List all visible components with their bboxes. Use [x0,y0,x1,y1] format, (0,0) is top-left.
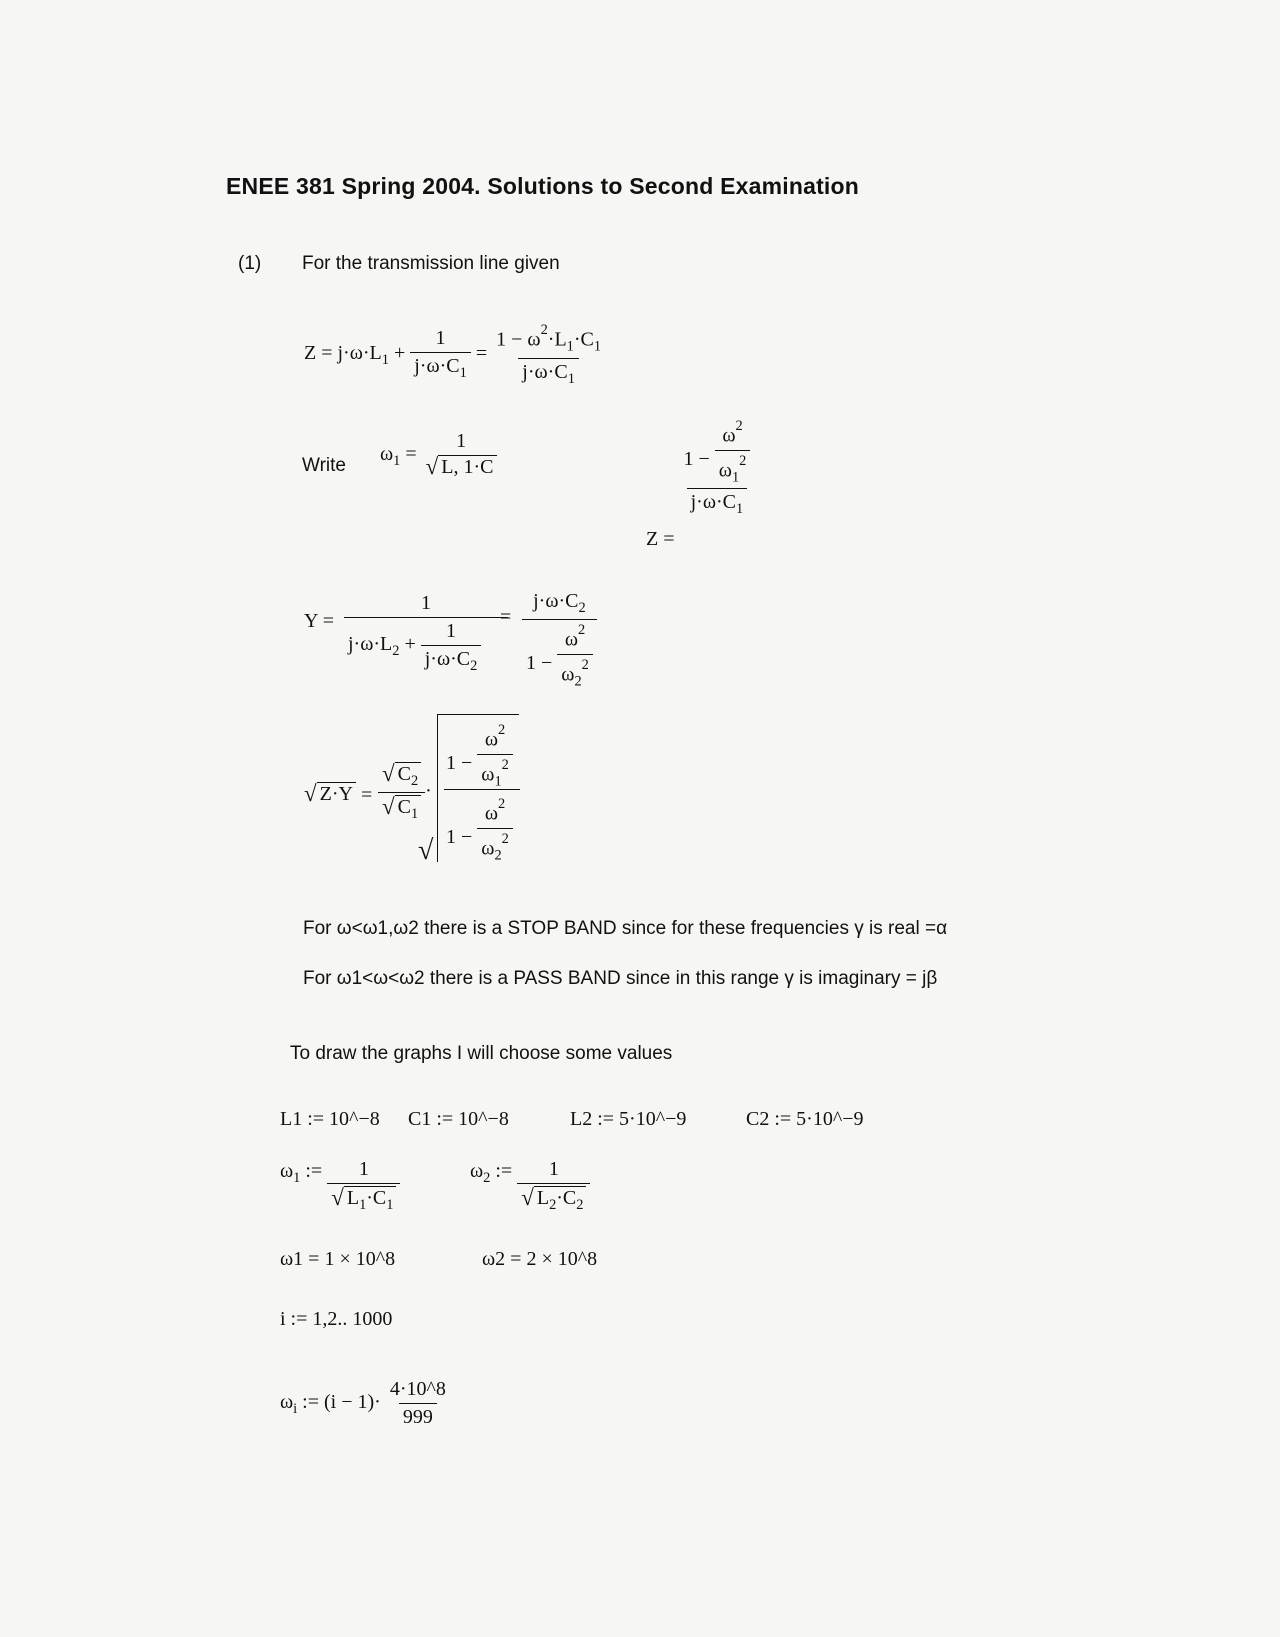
big-sqrt-bar [437,714,438,862]
index-range: i := 1,2.. 1000 [280,1308,393,1330]
y-equals: = [500,606,512,628]
omega2-assign: $\omega_2$ := 1 √ $L_2\cdot C_2$ [470,1158,590,1214]
page-title: ENEE 381 Spring 2004. Solutions to Second Examination [226,173,860,199]
z-term-denominator: $j\cdot\omega\cdot C_1$ [410,352,471,382]
z-omega1-equation: Z = 1 − $\frac{\omega^2}{\omega_1^2}$ $j\cdot\omega\cdot C_1$ [646,418,754,518]
sqrt-zy-lhs: √ Z·Y = [304,781,373,806]
omega-i-assign: $\omega_i$ := (i − 1)· $\frac{4\cdot 10\^{}8}{999}$ [280,1378,446,1428]
sqrt-c-ratio: √ $C_2$ √ $C_1$ · [378,762,432,823]
z-term-fraction [410,327,471,382]
z-lhs: $Z = j\cdot\omega\cdot L_1$ + [304,342,406,369]
big-sqrt-sign: √ [418,835,434,866]
z-combined-fraction [492,322,605,388]
z-combined-denominator: $j\cdot\omega\cdot C_1$ [518,358,579,388]
stop-band-text: For ω<ω1,ω2 there is a STOP BAND since for these frequencies γ is real =α [303,918,948,939]
value-C1: C1 := 10^−8 [408,1108,509,1130]
problem-intro: For the transmission line given [302,253,560,274]
z-term-numerator: 1 [435,327,446,350]
omega1-assign: $\omega_1$ := 1 √ $L_1\cdot C_1$ [280,1158,400,1214]
graphs-intro: To draw the graphs I will choose some values [290,1043,673,1064]
y-result-fraction: $j\cdot\omega\cdot C_2$ 1 − $\frac{\omega^2}{\omega_2^2}$ [522,590,597,690]
z-equation: $Z = j\cdot\omega\cdot L_1$ + $\frac{1}{j\cdot\omega\cdot C_1}$ = $\frac{1 - \omega^2\cdot L_1\cdot C_1}{j\cdot\omega\cdot C_1}$ [304,322,605,388]
write-label: Write [302,455,346,476]
y-equation: Y = [304,610,334,632]
z-omega1-fraction: 1 − $\frac{\omega^2}{\omega_1^2}$ $j\cdot\omega\cdot C_1$ [680,418,755,518]
value-C2: C2 := 5·10^−9 [746,1108,864,1130]
sqrt-inner-divider [444,789,520,790]
y-fraction: 1 $j\cdot\omega\cdot L_2$ + $\frac{1}{j\cdot\omega\cdot C_2}$ [344,592,508,675]
omega1-result: ω1 = 1 × 10^8 [280,1248,396,1270]
sqrt-inner-numerator: 1 − $\frac{\omega^2}{\omega_1^2}$ [446,722,513,790]
value-L2: L2 := 5·10^−9 [570,1108,687,1130]
z-combined-numerator: $1 - \omega^2\cdot L_1\cdot C_1$ [496,322,602,355]
omega1-fraction: 1 √ L, 1·C [422,430,501,480]
sqrt-L1C1: √ L, 1·C [426,455,497,479]
problem-number: (1) [238,253,262,274]
big-sqrt-top [437,714,519,715]
sqrt-inner-denominator: 1 − $\frac{\omega^2}{\omega_2^2}$ [446,796,513,864]
pass-band-text: For ω1<ω<ω2 there is a PASS BAND since in this range γ is imaginary = jβ [303,968,938,989]
omega1-definition: $\omega_1$ = 1 √ L, 1·C [380,430,501,480]
omega2-result: ω2 = 2 × 10^8 [482,1248,598,1270]
value-L1: L1 := 10^−8 [280,1108,380,1130]
